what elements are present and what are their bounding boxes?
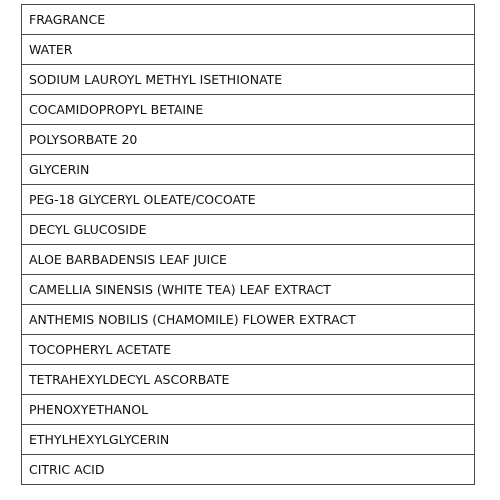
table-row	[22, 185, 475, 215]
ingredient-cell: SODIUM LAUROYL METHYL ISETHIONATE	[22, 65, 475, 95]
table-row	[22, 245, 475, 275]
ingredient-cell: COCAMIDOPROPYL BETAINE	[22, 95, 475, 125]
table-row	[22, 305, 475, 335]
table-row	[22, 215, 475, 245]
ingredient-cell: TETRAHEXYLDECYL ASCORBATE	[22, 365, 475, 395]
ingredient-cell: CITRIC ACID	[22, 455, 475, 485]
ingredient-cell: TOCOPHERYL ACETATE	[22, 335, 475, 365]
ingredient-list-table	[21, 4, 475, 485]
table-row	[22, 275, 475, 305]
ingredient-cell: POLYSORBATE 20	[22, 125, 475, 155]
table-row	[22, 155, 475, 185]
table-row	[22, 35, 475, 65]
table-row	[22, 65, 475, 95]
table-row	[22, 125, 475, 155]
ingredient-cell: FRAGRANCE	[22, 5, 475, 35]
ingredient-cell: DECYL GLUCOSIDE	[22, 215, 475, 245]
table-row	[22, 365, 475, 395]
table-row	[22, 335, 475, 365]
table-row	[22, 455, 475, 485]
table-row	[22, 95, 475, 125]
ingredient-cell: CAMELLIA SINENSIS (WHITE TEA) LEAF EXTRACT	[22, 275, 475, 305]
table-row	[22, 5, 475, 35]
ingredient-cell: ALOE BARBADENSIS LEAF JUICE	[22, 245, 475, 275]
ingredient-cell: PHENOXYETHANOL	[22, 395, 475, 425]
ingredient-cell: PEG-18 GLYCERYL OLEATE/COCOATE	[22, 185, 475, 215]
ingredient-cell: GLYCERIN	[22, 155, 475, 185]
ingredient-cell: ANTHEMIS NOBILIS (CHAMOMILE) FLOWER EXTRACT	[22, 305, 475, 335]
table-row	[22, 425, 475, 455]
table-row	[22, 395, 475, 425]
ingredient-cell: ETHYLHEXYLGLYCERIN	[22, 425, 475, 455]
ingredient-cell: WATER	[22, 35, 475, 65]
